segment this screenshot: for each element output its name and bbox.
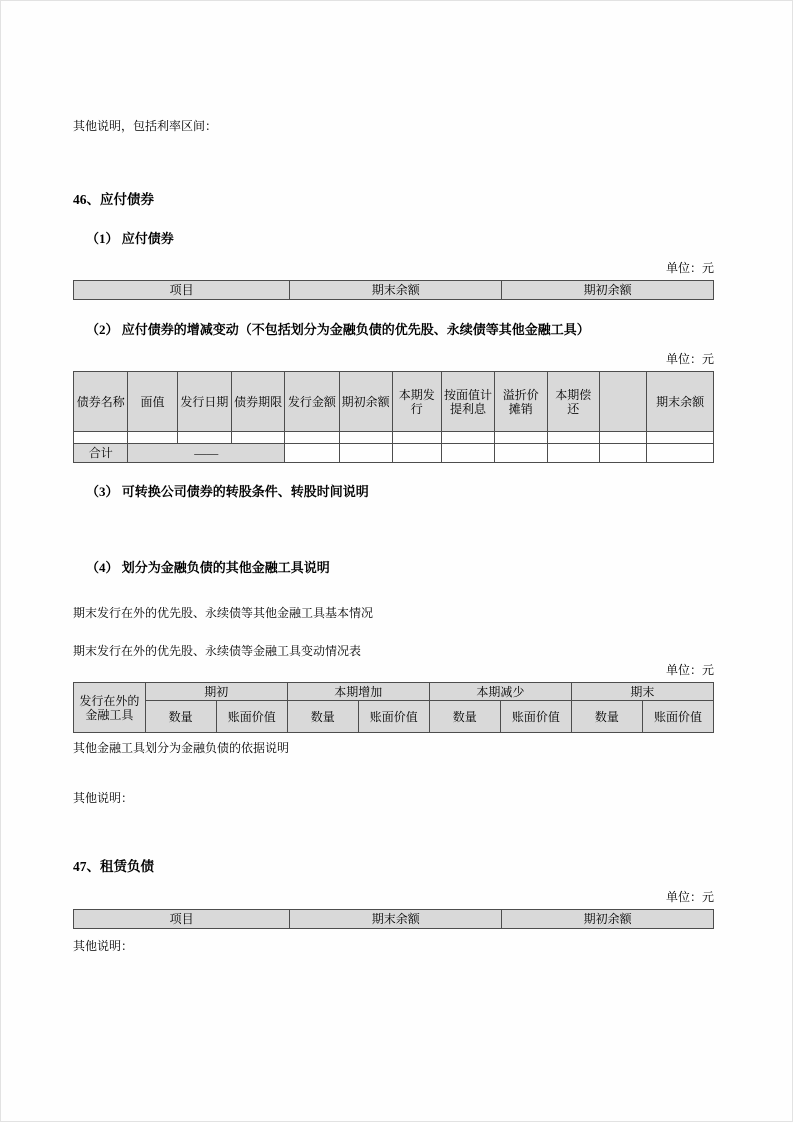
page-content [1, 1, 792, 954]
empty-cell [285, 432, 339, 444]
empty-cell [441, 444, 494, 463]
column-header-blank [599, 372, 646, 432]
column-header-ending-balance: 期末余额 [647, 372, 714, 432]
group-header-ending: 期末 [571, 683, 713, 701]
sub-header-quantity: 数量 [429, 701, 500, 733]
column-header-bond-term: 债券期限 [232, 372, 285, 432]
empty-cell [647, 444, 714, 463]
section-47-heading: 47、租赁负债 [73, 859, 154, 874]
subsection-46-4-heading: （4） 划分为金融负债的其他金融工具说明 [86, 560, 330, 575]
column-header-current-issue: 本期发行 [392, 372, 441, 432]
outstanding-instruments-basic-note: 期末发行在外的优先股、永续债等其他金融工具基本情况 [73, 606, 374, 620]
empty-cell [599, 432, 646, 444]
corner-header-outstanding-instruments: 发行在外的金融工具 [74, 683, 146, 733]
sub-header-quantity: 数量 [287, 701, 358, 733]
group-header-decrease: 本期减少 [429, 683, 571, 701]
subsection-46-2-heading: （2） 应付债券的增减变动（不包括划分为金融负债的优先股、永续债等其他金融工具） [86, 322, 590, 337]
empty-cell [339, 432, 392, 444]
sub-header-carrying-value: 账面价值 [358, 701, 429, 733]
section-46-heading: 46、应付债券 [73, 192, 154, 207]
sub-header-carrying-value: 账面价值 [642, 701, 713, 733]
column-header-ending-balance: 期末余额 [290, 910, 502, 929]
unit-label: 单位：元 [665, 352, 714, 366]
sub-header-quantity: 数量 [571, 701, 642, 733]
empty-cell [495, 432, 547, 444]
empty-cell [177, 432, 231, 444]
other-notes-label: 其他说明： [73, 939, 134, 953]
column-header-beginning-balance: 期初余额 [502, 910, 714, 929]
total-row-label: 合计 [74, 444, 128, 463]
classification-basis-note: 其他金融工具划分为金融负债的依据说明 [73, 741, 290, 755]
empty-cell [392, 432, 441, 444]
column-header-beginning-balance: 期初余额 [339, 372, 392, 432]
empty-cell [547, 432, 599, 444]
group-header-increase: 本期增加 [287, 683, 429, 701]
unit-label: 单位：元 [665, 890, 714, 904]
empty-cell [441, 432, 494, 444]
column-header-bond-name: 债券名称 [74, 372, 128, 432]
subsection-46-1-heading: （1） 应付债券 [86, 231, 174, 246]
interest-range-note: 其他说明，包括利率区间： [73, 119, 218, 133]
sub-header-carrying-value: 账面价值 [216, 701, 287, 733]
column-header-item: 项目 [74, 281, 290, 300]
empty-cell [647, 432, 714, 444]
empty-cell [285, 444, 339, 463]
empty-cell [547, 444, 599, 463]
empty-cell [495, 444, 547, 463]
total-row-dash: —— [128, 444, 285, 463]
column-header-issue-amount: 发行金额 [285, 372, 339, 432]
other-notes-label: 其他说明： [73, 791, 134, 805]
empty-cell [339, 444, 392, 463]
column-header-issue-date: 发行日期 [177, 372, 231, 432]
lease-liabilities-table [73, 909, 714, 929]
column-header-interest-accrued: 按面值计提利息 [441, 372, 494, 432]
sub-header-quantity: 数量 [145, 701, 216, 733]
unit-label: 单位：元 [665, 261, 714, 275]
column-header-ending-balance: 期末余额 [290, 281, 502, 300]
financial-instruments-change-table [73, 682, 714, 733]
bonds-movement-table [73, 371, 714, 463]
empty-cell [392, 444, 441, 463]
column-header-premium-amortization: 溢折价摊销 [495, 372, 547, 432]
column-header-face-value: 面值 [128, 372, 177, 432]
group-header-beginning: 期初 [145, 683, 287, 701]
unit-label: 单位：元 [665, 663, 714, 677]
empty-cell [128, 432, 177, 444]
column-header-current-repayment: 本期偿还 [547, 372, 599, 432]
sub-header-carrying-value: 账面价值 [500, 701, 571, 733]
empty-cell [599, 444, 646, 463]
empty-cell [74, 432, 128, 444]
subsection-46-3-heading: （3） 可转换公司债券的转股条件、转股时间说明 [86, 484, 369, 499]
instruments-change-table-note: 期末发行在外的优先股、永续债等金融工具变动情况表 [73, 644, 362, 658]
column-header-item: 项目 [74, 910, 290, 929]
bonds-payable-table [73, 280, 714, 300]
empty-cell [232, 432, 285, 444]
column-header-beginning-balance: 期初余额 [502, 281, 714, 300]
